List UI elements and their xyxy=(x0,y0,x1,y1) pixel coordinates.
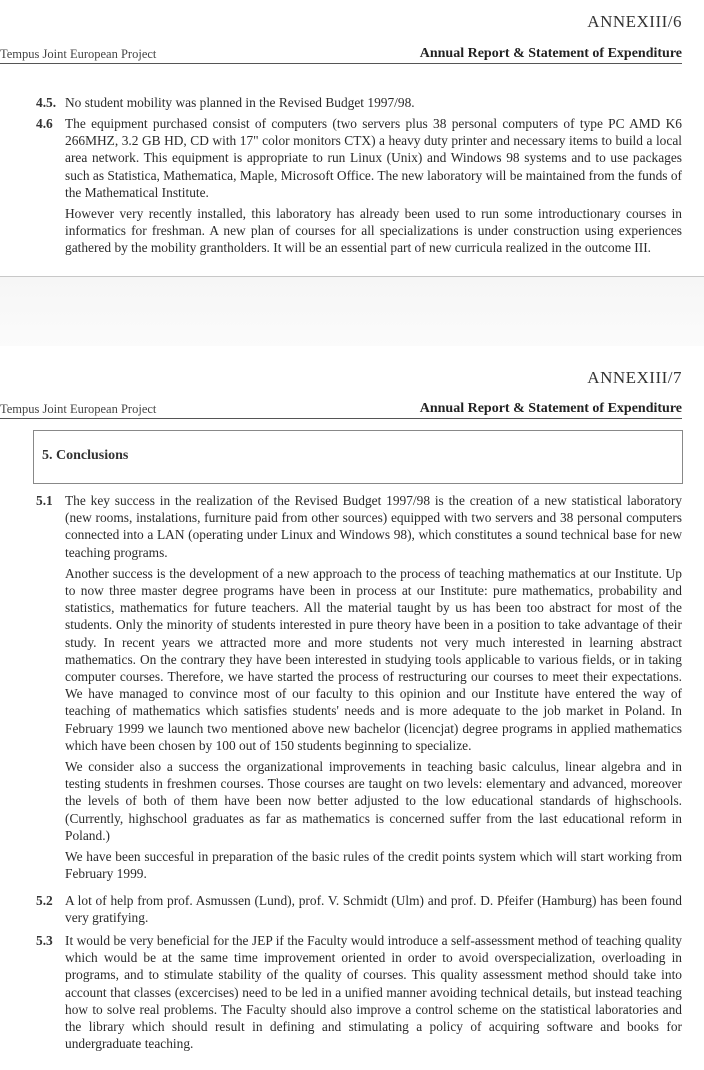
header-project-name: Tempus Joint European Project xyxy=(0,402,157,416)
item-5-3 xyxy=(36,932,682,1056)
item-5-1 xyxy=(36,492,682,886)
page-annex-7 xyxy=(0,346,704,1070)
item-4-5 xyxy=(36,94,682,115)
paragraph: The key success in the realization of the Revised Budget 1997/98 is the creation of a new statistical laboratory (new rooms, instalations, furniture paid from other sources) equipped with two servers and 38 personal computers connected into a LAN (operating under Linux and Windows 98), which constitutes a sound technical base for new teaching programs. xyxy=(65,493,682,560)
header-report-title: Annual Report & Statement of Expenditure xyxy=(419,401,682,416)
paragraph: Another success is the development of a new approach to the process of teaching mathematics at our Institute. Up to now three master degree programs have been in process at our Institute: pure mathematics, probability and statistics, mathematics for future teachers. All the material taught by us has been too abstract for most of the students. Only the minority of students interested in pure theory have been in a position to take advantage of their study. In recent years we attracted more and more students not very much interested in learning abstract mathematics. On the contrary they have been interested in studying tools applicable to various fields, or in taking computer courses. Therefore, we have started the process of restructuring our courses to meet their expectations. We have managed to convince most of our faculty to this opinion and our Institute have entered the way of teaching of mathematics which satisfies students' needs and is more adequate to the job market in Poland. In February 1999 we launch two mentioned above new bachelor (licencjat) degree programs in applied mathematics which have been chosen by 100 out of 150 students beginning to specialize. xyxy=(65,565,682,753)
section-title: 5. Conclusions xyxy=(42,448,129,463)
item-number: 5.1 xyxy=(36,493,53,508)
item-number: 4.6 xyxy=(36,116,53,131)
paragraph: The equipment purchased consist of computers (two servers plus 38 personal computers of type PC AMD K6 266MHZ, 3.2 GB HD, CD with 17" color monitors CTX) a heavy duty printer and necessary items to build a local area network. This equipment is appropriate to run Linux (Unix) and Windows 98 systems and to use packages such as Statistica, Mathematica, Maple, Microsoft Office. The new laboratory will be maintained from the funds of the Mathematical Institute. xyxy=(65,116,682,200)
paragraph: It would be very beneficial for the JEP if the Faculty would introduce a self-assessment method of teaching quality which would be at the same time improvement oriented in order to avoid overspecialization, overloading in programs, and to stimulate stability of the quality of courses. This quality assessment method should take into account that classes (excercises) need to be led in a unified manner avoiding technical details, but instead teaching how to solve real problems. The Faculty should also improve a control scheme on the statistical laboratories and the library which should result in defining and stimulating a policy of acquiring software and books for undergraduate teaching. xyxy=(65,933,682,1052)
header-project-name: Tempus Joint European Project xyxy=(0,47,157,61)
annex-number: ANNEXIII/6 xyxy=(587,12,682,31)
paragraph: We consider also a success the organizational improvements in teaching basic calculus, linear algebra and in testing students in freshmen courses. Those courses are taught on two levels: elementary and advanced, moreover the levels of both of them have been now better adjusted to the low educational standards of highschools. (Currently, highschool graduates as far as mathematics is concerned suffer from the last educational reform in Poland.) xyxy=(65,759,682,843)
section-heading-box xyxy=(33,430,683,484)
paragraph: We have been succesful in preparation of the basic rules of the credit points system which will start working from February 1999. xyxy=(65,849,682,882)
paragraph: No student mobility was planned in the Revised Budget 1997/98. xyxy=(65,95,415,110)
item-5-2 xyxy=(36,892,682,930)
item-number: 5.3 xyxy=(36,933,53,948)
running-header xyxy=(0,45,682,64)
item-4-6 xyxy=(36,115,682,261)
page-separator xyxy=(0,276,704,347)
item-number: 4.5. xyxy=(36,95,57,110)
annex-number: ANNEXIII/7 xyxy=(587,368,682,387)
paragraph: A lot of help from prof. Asmussen (Lund), prof. V. Schmidt (Ulm) and prof. D. Pfeifer (Hamburg) has been found very gratifying. xyxy=(65,893,682,926)
page-annex-6 xyxy=(0,0,704,276)
header-report-title: Annual Report & Statement of Expenditure xyxy=(419,46,682,61)
running-header xyxy=(0,400,682,419)
paragraph: However very recently installed, this laboratory has already been used to run some introductionary courses in informatics for freshman. A new plan of courses for all specializations is under construction using experiences gathered by the mobility grantholders. It will be an essential part of new curricula realized in the outcome III. xyxy=(65,206,682,256)
item-number: 5.2 xyxy=(36,893,53,908)
